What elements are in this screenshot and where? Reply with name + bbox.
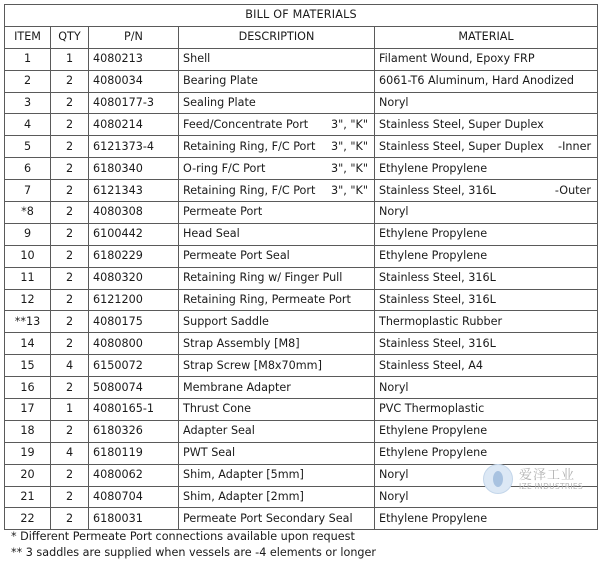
material-text: Filament Wound, Epoxy FRP [379,52,535,66]
cell-qty: 2 [51,333,89,355]
table-row [5,333,598,355]
table-body [5,48,598,530]
description-size [368,290,370,310]
table-row [5,399,598,421]
material-text: PVC Thermoplastic [379,402,485,416]
cell-item: **13 [5,311,51,333]
column-header-pn: P/N [89,26,179,48]
cell-qty: 2 [51,486,89,508]
cell-item: 20 [5,464,51,486]
cell-material [375,223,598,245]
material-position [591,115,593,135]
cell-item: 22 [5,508,51,530]
material-text: Ethylene Propylene [379,227,488,241]
cell-description [179,48,375,70]
title-row [5,5,598,27]
cell-part-number: 4080800 [89,333,179,355]
material-position [591,443,593,463]
watermark-logo [483,462,595,496]
table-row [5,311,598,333]
cell-item: *8 [5,202,51,224]
description-size [368,356,370,376]
description-text: Bearing Plate [183,74,258,88]
description-size [368,268,370,288]
cell-material [375,420,598,442]
footnotes [11,529,376,561]
cell-material [375,158,598,180]
cell-item: 3 [5,92,51,114]
cell-part-number: 4080177-3 [89,92,179,114]
cell-description [179,114,375,136]
description-text: Shim, Adapter [2mm] [183,490,304,504]
bom-sheet [4,4,597,530]
cell-part-number: 6121200 [89,289,179,311]
cell-item: 10 [5,245,51,267]
cell-qty: 2 [51,223,89,245]
cell-qty: 2 [51,311,89,333]
material-text: Ethylene Propylene [379,249,488,263]
table-row [5,245,598,267]
material-position [591,378,593,398]
material-text: 6061-T6 Aluminum, Hard Anodized [379,74,575,88]
cell-qty: 2 [51,464,89,486]
description-text: Retaining Ring, F/C Port [183,139,316,153]
material-position [591,421,593,441]
description-text: Support Saddle [183,314,269,328]
description-text: Retaining Ring, Permeate Port [183,293,351,307]
cell-description [179,289,375,311]
cell-material [375,442,598,464]
cell-qty: 2 [51,420,89,442]
column-header-description: DESCRIPTION [179,26,375,48]
cell-part-number: 6180119 [89,442,179,464]
material-position [591,356,593,376]
description-size [368,443,370,463]
cell-material [375,202,598,224]
material-position: -Inner [558,139,592,153]
table-row [5,223,598,245]
cell-qty: 2 [51,508,89,530]
cell-description [179,180,375,202]
table-row [5,267,598,289]
footnote-saddles: ** 3 saddles are supplied when vessels are -4 elements or longer [11,546,377,559]
cell-description [179,311,375,333]
cell-item: 19 [5,442,51,464]
cell-description [179,70,375,92]
table-row [5,114,598,136]
cell-item: 14 [5,333,51,355]
cell-part-number: 6180340 [89,158,179,180]
cell-material [375,377,598,399]
material-position [591,268,593,288]
header-row [5,26,598,48]
watermark-english-text: IZE INDUSTRIES [519,482,584,491]
description-text: Retaining Ring, F/C Port [183,183,316,197]
cell-material [375,508,598,530]
cell-material [375,92,598,114]
description-size: 3", "K" [330,161,368,175]
table-row [5,180,598,202]
cell-qty: 2 [51,377,89,399]
cell-description [179,223,375,245]
cell-item: 4 [5,114,51,136]
cell-part-number: 4080165-1 [89,399,179,421]
description-size [368,399,370,419]
description-size [368,421,370,441]
cell-item: 7 [5,180,51,202]
material-text: Ethylene Propylene [379,446,488,460]
material-text: Stainless Steel, 316L [379,183,496,197]
cell-item: 2 [5,70,51,92]
material-text: Noryl [379,380,409,394]
description-text: Head Seal [183,227,240,241]
material-text: Stainless Steel, Super Duplex [379,139,544,153]
table-row [5,92,598,114]
cell-part-number: 4080213 [89,48,179,70]
description-size [368,246,370,266]
cell-qty: 2 [51,114,89,136]
cell-material [375,333,598,355]
cell-description [179,442,375,464]
description-text: Permeate Port Seal [183,249,290,263]
cell-qty: 2 [51,289,89,311]
cell-description [179,486,375,508]
description-size: 3", "K" [330,139,368,153]
description-size [368,312,370,332]
cell-part-number: 4080704 [89,486,179,508]
cell-material [375,180,598,202]
description-size [368,71,370,91]
description-text: Feed/Concentrate Port [183,117,309,131]
cell-part-number: 4080062 [89,464,179,486]
cell-part-number: 6180229 [89,245,179,267]
description-text: Adapter Seal [183,424,255,438]
material-text: Ethylene Propylene [379,424,488,438]
cell-part-number: 5080074 [89,377,179,399]
description-size [368,93,370,113]
cell-description [179,92,375,114]
description-size [368,49,370,69]
material-position [591,159,593,179]
description-text: O-ring F/C Port [183,161,266,175]
cell-material [375,355,598,377]
table-row [5,48,598,70]
cell-part-number: 6180326 [89,420,179,442]
cell-description [179,245,375,267]
cell-part-number: 6100442 [89,223,179,245]
cell-description [179,158,375,180]
table-row [5,420,598,442]
material-text: Ethylene Propylene [379,161,488,175]
column-header-qty: QTY [51,26,89,48]
material-position [591,312,593,332]
cell-material [375,70,598,92]
cell-material [375,136,598,158]
material-text: Noryl [379,490,409,504]
watermark-drop-icon [483,464,513,494]
cell-qty: 1 [51,48,89,70]
description-text: Permeate Port Secondary Seal [183,511,353,525]
material-position: -Outer [554,183,592,197]
material-position [591,334,593,354]
description-size: 3", "K" [330,117,368,131]
cell-qty: 2 [51,180,89,202]
cell-description [179,333,375,355]
description-text: Strap Screw [M8x70mm] [183,358,322,372]
cell-item: 9 [5,223,51,245]
cell-item: 5 [5,136,51,158]
table-row [5,289,598,311]
cell-part-number: 4080034 [89,70,179,92]
material-position [591,290,593,310]
description-size [368,487,370,507]
cell-part-number: 6121343 [89,180,179,202]
material-text: Stainless Steel, 316L [379,336,496,350]
cell-part-number: 4080214 [89,114,179,136]
description-text: PWT Seal [183,446,236,460]
cell-description [179,355,375,377]
cell-part-number: 6121373-4 [89,136,179,158]
bill-of-materials-table [4,4,598,530]
material-position [591,202,593,222]
table-row [5,202,598,224]
cell-description [179,508,375,530]
table-row [5,442,598,464]
material-position [591,509,593,529]
cell-part-number: 4080175 [89,311,179,333]
cell-item: 15 [5,355,51,377]
cell-qty: 2 [51,92,89,114]
description-text: Strap Assembly [M8] [183,336,300,350]
cell-description [179,136,375,158]
cell-material [375,48,598,70]
table-row [5,158,598,180]
cell-qty: 2 [51,245,89,267]
material-position [591,93,593,113]
material-text: Ethylene Propylene [379,511,488,525]
column-header-item: ITEM [5,26,51,48]
cell-part-number: 6150072 [89,355,179,377]
cell-material [375,399,598,421]
table-row [5,377,598,399]
table-row [5,136,598,158]
cell-item: 11 [5,267,51,289]
cell-qty: 2 [51,158,89,180]
cell-qty: 4 [51,355,89,377]
material-position [591,71,593,91]
cell-item: 21 [5,486,51,508]
description-size [368,202,370,222]
cell-description [179,267,375,289]
cell-part-number: 4080320 [89,267,179,289]
material-position [591,49,593,69]
cell-item: 6 [5,158,51,180]
material-position [591,399,593,419]
material-text: Noryl [379,96,409,109]
table-row [5,70,598,92]
cell-item: 1 [5,48,51,70]
cell-material [375,267,598,289]
material-text: Stainless Steel, 316L [379,293,496,307]
cell-item: 17 [5,399,51,421]
description-size [368,509,370,529]
cell-item: 12 [5,289,51,311]
cell-material [375,245,598,267]
description-text: Shim, Adapter [5mm] [183,468,304,482]
cell-qty: 2 [51,70,89,92]
watermark-chinese-text: 爱泽工业 [519,468,576,483]
footnote-permeate-port: * Different Permeate Port connections available upon request [11,530,355,543]
cell-description [179,399,375,421]
cell-part-number: 4080308 [89,202,179,224]
cell-item: 16 [5,377,51,399]
description-size: 3", "K" [330,183,368,197]
cell-item: 18 [5,420,51,442]
material-text: Stainless Steel, Super Duplex [379,117,544,131]
table-title: BILL OF MATERIALS [5,5,598,27]
description-text: Retaining Ring w/ Finger Pull [183,271,343,285]
cell-material [375,289,598,311]
material-text: Noryl [379,205,409,219]
description-text: Sealing Plate [183,96,256,109]
cell-material [375,114,598,136]
table-row [5,355,598,377]
material-text: Noryl [379,468,409,482]
cell-material [375,311,598,333]
description-size [368,334,370,354]
material-text: Stainless Steel, 316L [379,271,496,285]
cell-description [179,202,375,224]
material-position [591,246,593,266]
description-text: Thrust Cone [183,402,252,416]
cell-qty: 2 [51,202,89,224]
table-row [5,508,598,530]
material-text: Stainless Steel, A4 [379,358,483,372]
description-text: Membrane Adapter [183,380,291,394]
cell-description [179,464,375,486]
cell-description [179,420,375,442]
column-header-material: MATERIAL [375,26,598,48]
cell-qty: 2 [51,267,89,289]
material-text: Thermoplastic Rubber [379,314,503,328]
description-text: Shell [183,52,211,66]
cell-description [179,377,375,399]
description-size [368,465,370,485]
cell-qty: 1 [51,399,89,421]
material-position [591,224,593,244]
description-size [368,378,370,398]
description-text: Permeate Port [183,205,263,219]
cell-qty: 2 [51,136,89,158]
cell-qty: 4 [51,442,89,464]
cell-part-number: 6180031 [89,508,179,530]
description-size [368,224,370,244]
